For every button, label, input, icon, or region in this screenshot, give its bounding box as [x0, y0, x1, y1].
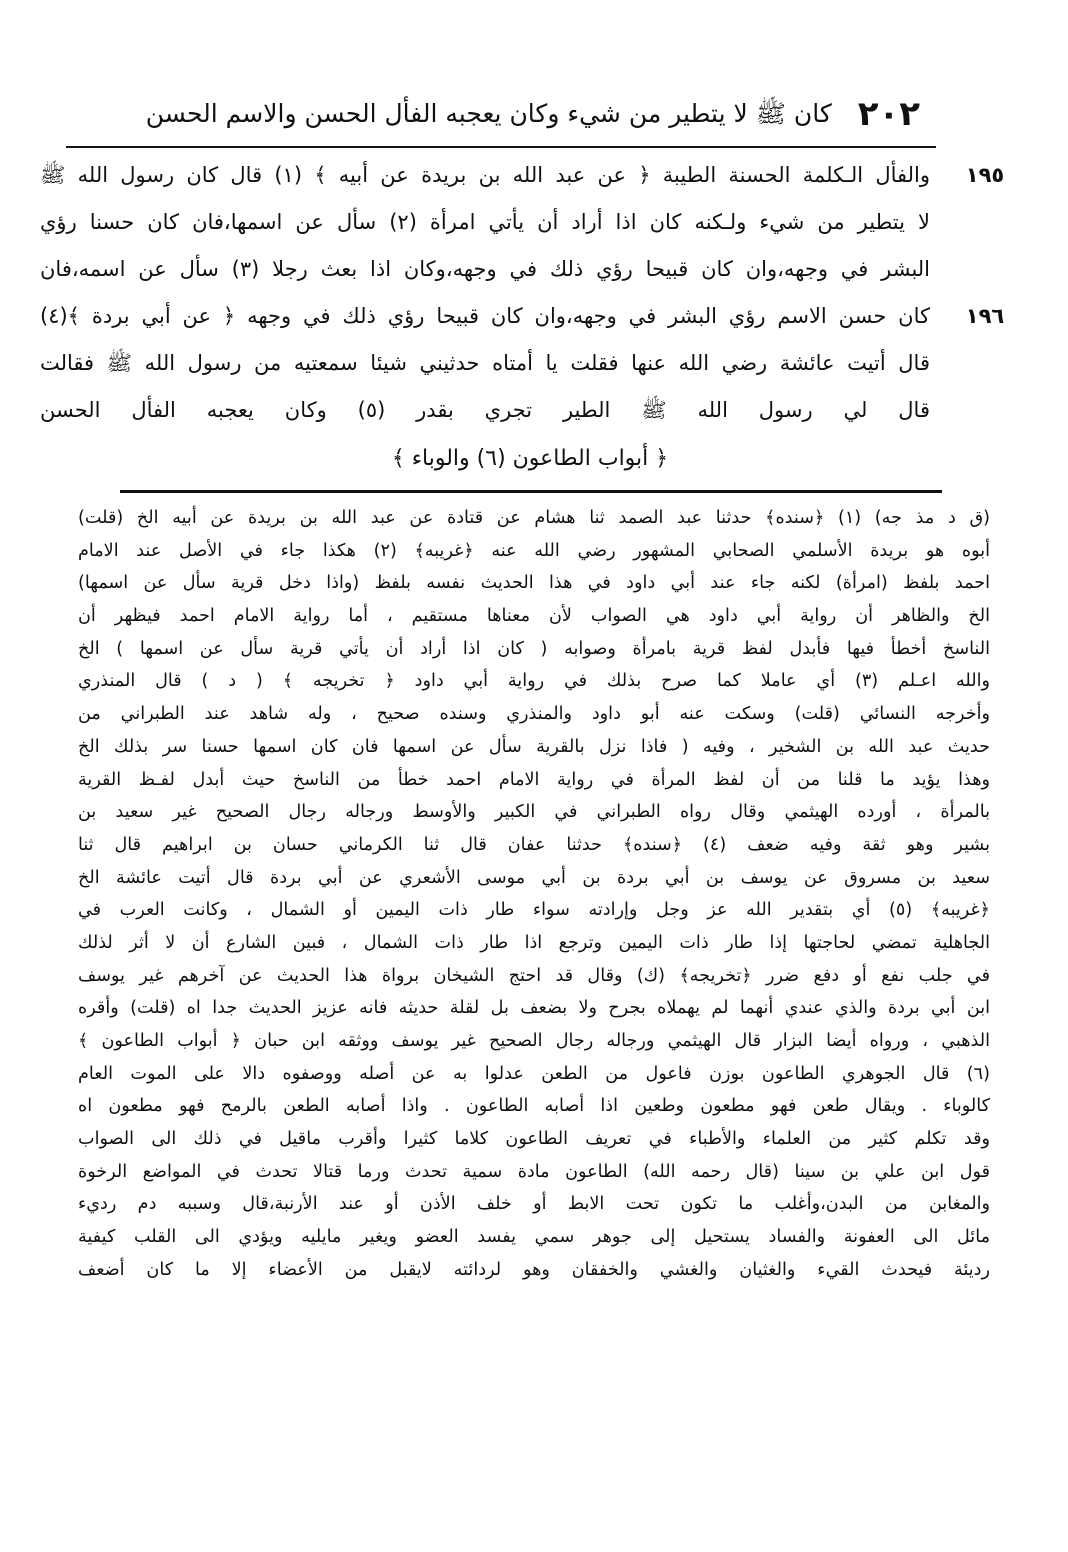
footnote-line: الخ والظاهر أن رواية أبي داود هي الصواب لأن معناها مستقيم ، أما رواية الامام احمد فيظهر أن	[78, 606, 990, 627]
footnote-line: كالوباء . ويقال طعن فهو مطعون وطعين اذا أصابه الطاعون . واذا أصابه الطعن بالرمح فهو مطعون اه	[78, 1096, 990, 1117]
footnote-line: والمغابن من البدن،وأغلب ما تكون تحت الابط أو خلف الأذن أو عند الأرنبة،قال وسببه دم رديء	[78, 1194, 990, 1215]
footnote-line: ﴿غريبه﴾ (٥) أي بتقدير الله عز وجل وإرادته سواء طار ذات اليمين أو الشمال ، وكانت العرب في	[78, 900, 990, 921]
footnote-line: رديئة فيحدث القيء والغثيان والغشي والخفقان وهو لردائته لايقبل من الأعضاء إلا ما كان أضعف	[78, 1259, 990, 1280]
footnote-line: حديث عبد الله بن الشخير ، وفيه ( فاذا نزل بالقرية سأل عن اسمها فان كان اسمها حسنا سر بذلك الخ	[78, 736, 990, 757]
footnote-line: وأخرجه النسائي (قلت) وسكت عنه أبو داود والمنذري وسنده صحيح ، وله شاهد عند الطبراني من	[78, 704, 990, 725]
footnote-line: بشير وهو ثقة وفيه ضعف (٤) ﴿سنده﴾ حدثنا عفان قال ثنا الكرماني حسان بن ابراهيم قال ثنا	[78, 834, 990, 855]
footnotes	[78, 502, 990, 1287]
footnote-line: مائل الى العفونة والفساد يستحيل إلى جوهر سمي يفسد العضو ويغير مايليه ويؤدي الى القلب كيفية	[78, 1227, 990, 1248]
running-header	[145, 92, 920, 136]
hadith-line: قال لي رسول الله ﷺ الطير تجري بقدر (٥) وكان يعجبه الفأل الحسن	[40, 398, 930, 422]
hadith-number: ١٩٥	[965, 163, 1005, 187]
running-title: كان ﷺ لا يتطير من شيء وكان يعجبه الفأل الحسن والاسم الحسن	[145, 99, 832, 128]
footnote-line: أبوه هو بريدة الأسلمي الصحابي المشهور رضي الله عنه ﴿غريبه﴾ (٢) هكذا جاء في الأصل عند الامام	[78, 540, 990, 561]
header-rule	[66, 146, 936, 148]
footnote-line: وهذا يؤيد ما قلنا من أن لفظ المرأة في رواية الامام احمد خطأ من الناسخ حيث أبدل لفـظ القرية	[78, 769, 990, 790]
footnote-line: في جلب نفع أو دفع ضرر ﴿تخريجه﴾ (ك) وقال قد احتج الشيخان برواة هذا الحديث عن آخرهم غير يوسف	[78, 965, 990, 986]
main-text	[40, 152, 1020, 484]
footnote-line: الناسخ أخطأ فيها فأبدل لفظ قرية بامرأة وصوابه ( كان اذا أراد أن يأتي قرية سأل عن اسمها ) الخ	[78, 638, 990, 659]
footnote-line: بالمرأة ، أورده الهيثمي وقال رواه الطبراني في الكبير والأوسط ورجاله رجال الصحيح غير سعيد بن	[78, 802, 990, 823]
hadith-line: والفأل الـكلمة الحسنة الطيبة ﴿ عن عبد الله بن بريدة عن أبيه ﴾ (١) قال كان رسول الله ﷺ	[40, 163, 930, 187]
chapter-heading: ﴿ أبواب الطاعون (٦) والوباء ﴾	[391, 446, 669, 471]
footnote-line: الذهبي ، ورواه أيضا البزار قال الهيثمي ورجاله رجال الصحيح غير يوسف ووثقه ابن حبان ﴿ أبواب الطاعون ﴾	[78, 1031, 990, 1051]
footnote-line: ابن أبي بردة والذي عندي أنهما لم يهملاه بجرح ولا بضعف بل لقلة حديثه فانه عزيز الحديث جدا اه (قلت) وأقره	[78, 998, 990, 1019]
footnote-line: الجاهلية تمضي لحاجتها إذا طار ذات اليمين وترجع اذا طار ذات الشمال ، فبين الشارع أن لا أثر لذلك	[78, 932, 990, 953]
hadith-line: كان حسن الاسم رؤي البشر في وجهه،وان كان قبيحا رؤي ذلك في وجهه ﴿ عن أبي بردة ﴾(٤)	[40, 304, 930, 328]
hadith-196	[40, 293, 1020, 434]
footnote-line: وقد تكلم كثير من العلماء والأطباء في تعريف الطاعون كلاما كثيرا وأقرب ماقيل في ذلك الى الصواب	[78, 1129, 990, 1150]
footnote-line: (٦) قال الجوهري الطاعون بوزن فاعول من الطعن عدلوا به عن أصله ووصفوه دالا على الموت العام	[78, 1063, 990, 1084]
hadith-195	[40, 152, 1020, 293]
footnote-line: احمد بلفظ (امرأة) لكنه جاء عند أبي داود في هذا الحديث نفسه بلفظ (واذا دخل قرية سأل عن اسمها)	[78, 573, 990, 594]
footnote-line: سعيد بن مسروق عن يوسف بن أبي بردة بن أبي موسى الأشعري عن أبي بردة قال أتيت عائشة الخ	[78, 867, 990, 888]
footnote-rule	[120, 490, 942, 493]
hadith-line: البشر في وجهه،وان كان قبيحا رؤي ذلك في وجهه،وكان اذا بعث رجلا (٣) سأل عن اسمه،فان	[40, 257, 930, 281]
hadith-number: ١٩٦	[965, 304, 1005, 328]
page-number: ٢٠٢	[857, 94, 920, 134]
footnote-line: قول ابن علي بن سينا (قال رحمه الله) الطاعون مادة سمية تحدث ورما قتالا تحدث في المواضع الرخوة	[78, 1161, 990, 1182]
footnote-line: (ق د مذ جه) (١) ﴿سنده﴾ حدثنا عبد الصمد ثنا هشام عن قتادة عن عبد الله بن بريدة عن أبيه الخ (قلت)	[78, 508, 990, 528]
hadith-line: قال أتيت عائشة رضي الله عنها فقلت يا أمتاه حدثيني شيئا سمعتيه من رسول الله ﷺ فقالت	[40, 351, 930, 375]
footnote-line: والله اعـلم (٣) أي عاملا كما صرح بذلك في رواية أبي داود ﴿ تخريجه ﴾ ( د ) قال المنذري	[78, 671, 990, 692]
hadith-line: لا يتطير من شيء ولـكنه كان اذا أراد أن يأتي امرأة (٢) سأل عن اسمها،فان كان حسنا رؤي	[40, 210, 930, 234]
